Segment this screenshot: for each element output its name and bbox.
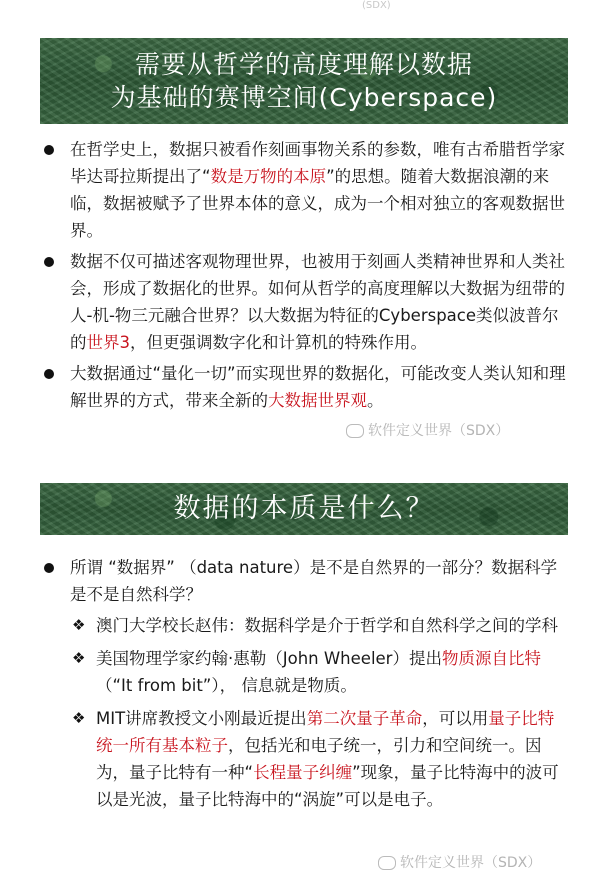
sub-text: （“It from bit”）， 信息就是物质。 bbox=[96, 676, 357, 695]
highlight-text: 量子比特统一所有基本粒子 bbox=[96, 709, 555, 755]
wechat-icon bbox=[378, 856, 396, 870]
bullet-item-data-world bbox=[40, 248, 568, 356]
top-watermark-fragment: (SDX) bbox=[362, 0, 391, 11]
sub-item-wheeler bbox=[40, 645, 568, 699]
watermark-text: 软件定义世界（SDX） bbox=[368, 423, 510, 439]
sub-text: ”现象，量子比特海中的波可以是光波，量子比特海中的“涡旋”可以是电子。 bbox=[96, 763, 559, 809]
watermark bbox=[378, 852, 541, 872]
sub-text: 美国物理学家约翰·惠勒（John Wheeler）提出 bbox=[96, 649, 442, 668]
philosophy-section bbox=[40, 136, 568, 418]
watermark-text: 软件定义世界（SDX） bbox=[400, 855, 542, 871]
highlight-text: 物质源自比特 bbox=[441, 649, 541, 668]
wechat-icon bbox=[346, 424, 364, 438]
bullet-text: 在哲学史上，数据只被看作刻画事物关系的参数，唯有古希腊哲学家毕达哥拉斯提出了“ bbox=[70, 140, 565, 186]
diamond-bullet-icon: ❖ bbox=[72, 649, 86, 667]
diamond-bullet-icon: ❖ bbox=[72, 709, 86, 727]
bullet-text: 所谓 “数据界” （data nature）是不是自然界的一部分？数据科学是不是自然科学？ bbox=[70, 558, 558, 604]
sub-text: ，可以用 bbox=[422, 709, 489, 728]
section-banner-philosophy bbox=[40, 38, 568, 124]
sub-item-zhao-wei bbox=[40, 612, 568, 639]
sub-text: 澳门大学校长赵伟：数据科学是介于哲学和自然科学之间的学科 bbox=[96, 616, 558, 635]
bullet-dot-icon bbox=[44, 563, 54, 573]
bullet-text: ”的思想。随着大数据浪潮的来临，数据被赋予了世界本体的意义，成为一个相对独立的客观数据世界。 bbox=[70, 167, 565, 240]
bullet-text: ，但更强调数字化和计算机的特殊作用。 bbox=[130, 333, 427, 352]
bullet-item-worldview bbox=[40, 360, 568, 414]
bullet-text: 大数据通过“量化一切”而实现世界的数据化，可能改变人类认知和理解世界的方式，带来全新的 bbox=[70, 364, 566, 410]
highlight-text: 世界3 bbox=[86, 333, 130, 352]
highlight-text: 长程量子纠缠 bbox=[253, 763, 353, 782]
banner-title: 数据的本质是什么？ bbox=[173, 493, 435, 524]
bullet-item-pythagoras bbox=[40, 136, 568, 244]
section-banner-essence bbox=[40, 483, 568, 535]
bullet-dot-icon bbox=[44, 145, 54, 155]
bullet-text: 。 bbox=[367, 391, 384, 410]
watermark bbox=[346, 420, 509, 440]
bullet-dot-icon bbox=[44, 257, 54, 267]
sub-text: MIT讲席教授文小刚最近提出 bbox=[96, 709, 307, 728]
diamond-bullet-icon: ❖ bbox=[72, 616, 86, 634]
essence-section bbox=[40, 554, 568, 819]
bullet-item-data-nature bbox=[40, 554, 568, 608]
sub-item-wen-xiaogang bbox=[40, 705, 568, 813]
bullet-dot-icon bbox=[44, 369, 54, 379]
highlight-text: 第二次量子革命 bbox=[306, 709, 423, 728]
sub-text: ，包括光和电子统一，引力和空间统一。因为，量子比特有一种“ bbox=[96, 736, 542, 782]
highlight-text: 大数据世界观 bbox=[268, 391, 367, 410]
banner-title-line-1: 需要从哲学的高度理解以数据 bbox=[134, 50, 473, 79]
banner-title-line-2: 为基础的赛博空间(Cyberspace) bbox=[110, 83, 498, 112]
bullet-text: 数据不仅可描述客观物理世界，也被用于刻画人类精神世界和人类社会，形成了数据化的世界。如何从哲学的高度理解以大数据为纽带的人-机-物三元融合世界？以大数据为特征的Cyberspace类似波普尔的 bbox=[70, 252, 565, 352]
highlight-text: 数是万物的本原 bbox=[210, 167, 327, 186]
